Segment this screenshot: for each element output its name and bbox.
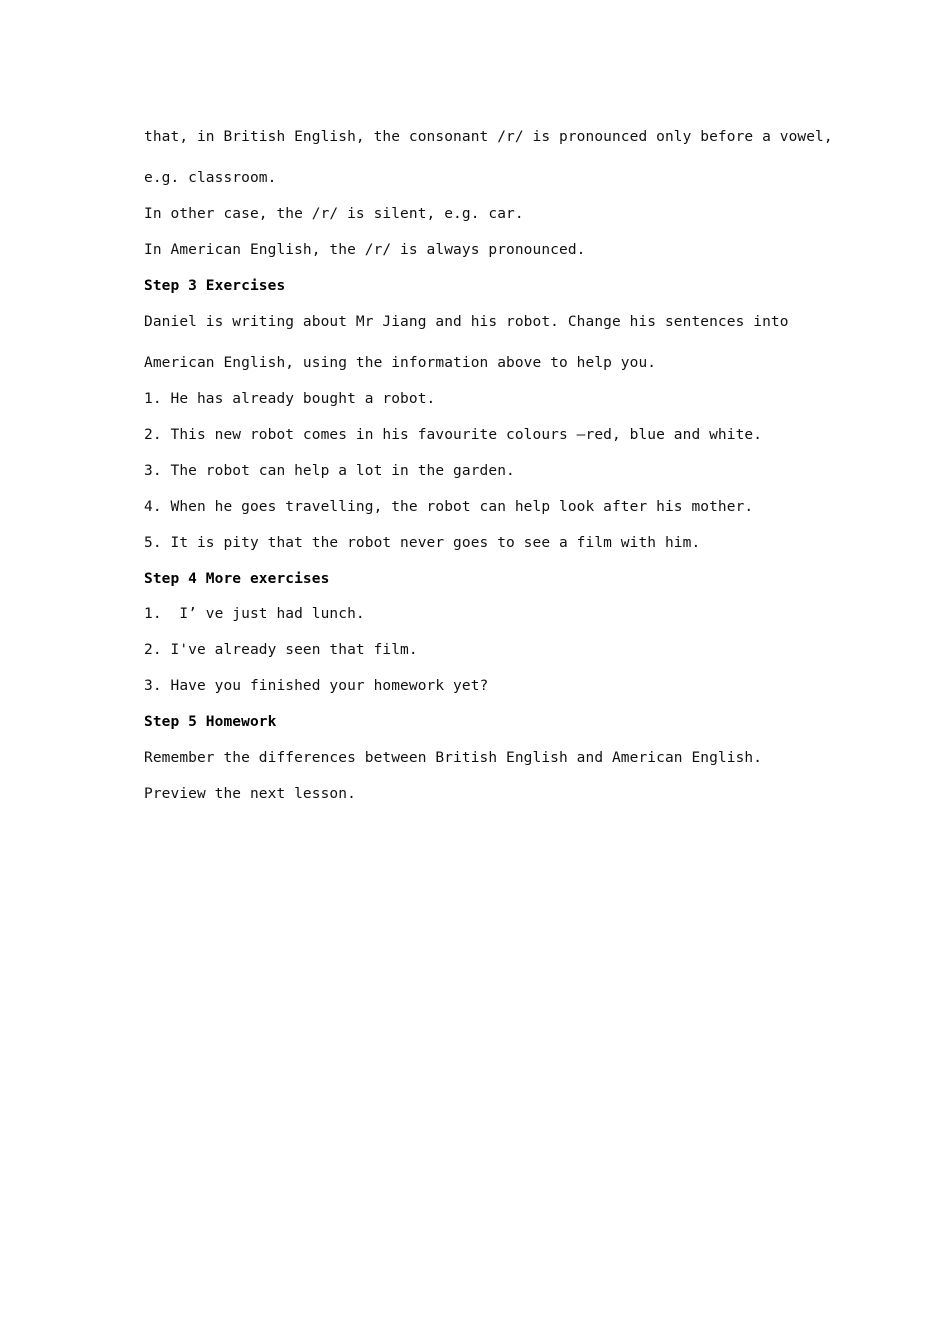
intro-line: In American English, the /r/ is always pronounced.: [144, 242, 586, 258]
intro-line: In other case, the /r/ is silent, e.g. car.: [144, 206, 524, 222]
step5-item: Remember the differences between British English and American English.: [144, 750, 763, 766]
step4-item: 3. Have you finished your homework yet?: [144, 678, 489, 694]
step3-item: 1. He has already bought a robot.: [144, 391, 436, 407]
intro-line: e.g. classroom.: [144, 170, 277, 186]
intro-line: that, in British English, the consonant /r/ is pronounced only before a vowel,: [144, 129, 833, 145]
step3-item: 3. The robot can help a lot in the garden.: [144, 463, 515, 479]
step3-instruction: Daniel is writing about Mr Jiang and his robot. Change his sentences into: [144, 314, 789, 330]
step3-heading: Step 3 Exercises: [144, 278, 286, 294]
step5-heading: Step 5 Homework: [144, 714, 277, 730]
step4-item: 1. I’ ve just had lunch.: [144, 606, 365, 622]
step5-item: Preview the next lesson.: [144, 786, 356, 802]
step3-item: 2. This new robot comes in his favourite colours –red, blue and white.: [144, 427, 763, 443]
step4-item: 2. I've already seen that film.: [144, 642, 418, 658]
step3-item: 4. When he goes travelling, the robot can help look after his mother.: [144, 499, 754, 515]
step4-heading: Step 4 More exercises: [144, 571, 330, 587]
step3-item: 5. It is pity that the robot never goes to see a film with him.: [144, 535, 701, 551]
step3-instruction: American English, using the information above to help you.: [144, 355, 657, 371]
